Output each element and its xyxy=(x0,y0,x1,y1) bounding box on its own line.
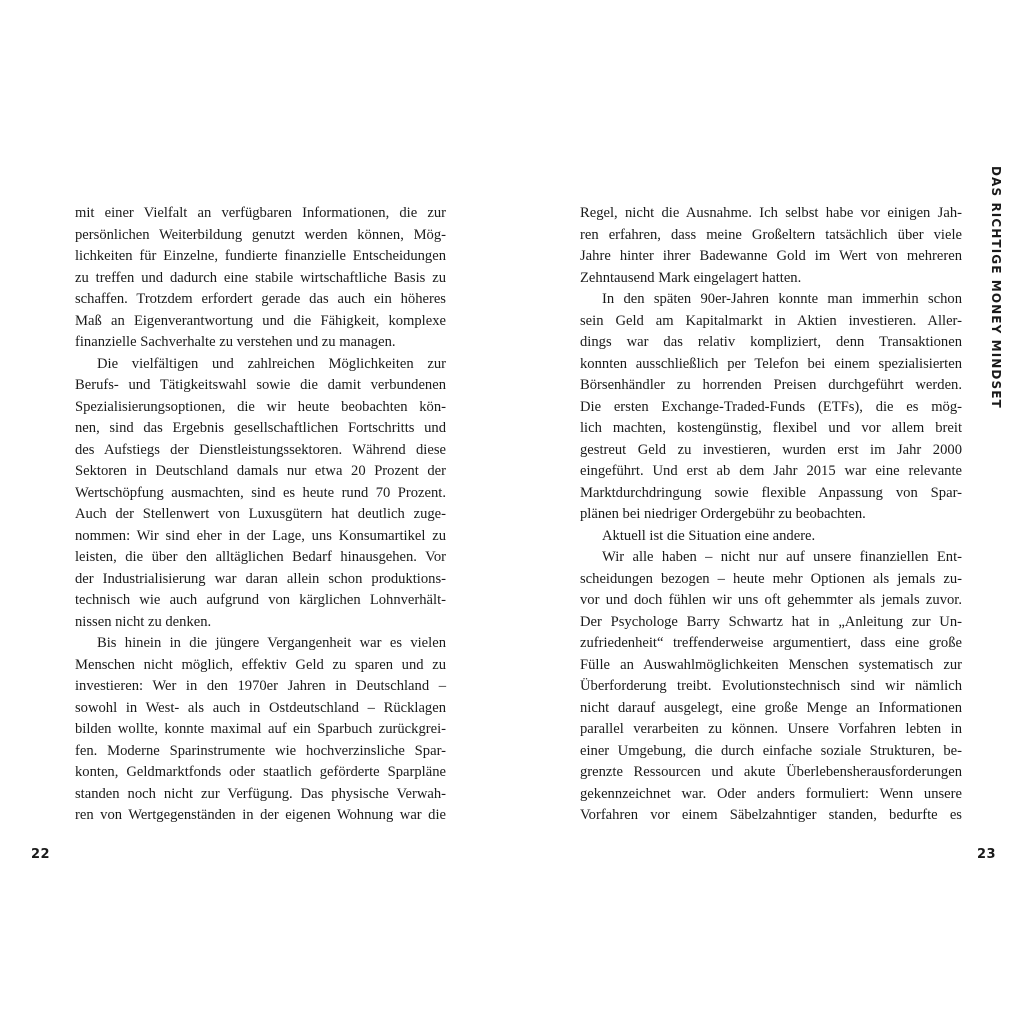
text-line: Maß an Eigenverantwortung und die Fähigkeit, komplexe xyxy=(75,312,446,329)
text-line: zufriedenheit“ treffenderweise argumentiert, dass eine große xyxy=(580,635,962,651)
text-line: nen, sind das Ergebnis gesellschaftlichen Fortschritts und xyxy=(75,420,446,436)
text-line: lich machten, kostengünstig, flexibel und vor allem breit xyxy=(580,420,962,436)
text-line: gekennzeichnet war. Oder anders formuliert: Wenn unsere xyxy=(580,785,962,802)
text-line: nommen: Wir sind eher in der Lage, uns Konsumartikel zu xyxy=(75,527,446,544)
text-line: Zehntausend Mark eingelagert hatten. xyxy=(580,269,802,286)
text-line: Der Psychologe Barry Schwartz hat in „Anleitung zur Un- xyxy=(580,613,962,630)
text-line: parallel verarbeiten zu können. Unsere Vorfahren lebten in xyxy=(580,721,962,737)
text-line: konten, Geldmarktfonds oder staatlich geförderte Sparpläne xyxy=(75,764,446,780)
text-line: mit einer Vielfalt an verfügbaren Informationen, die zur xyxy=(75,205,446,221)
text-line: Menschen nicht möglich, effektiv Geld zu sparen und zu xyxy=(75,656,446,673)
text-line: Bis hinein in die jüngere Vergangenheit war es vielen xyxy=(97,635,446,651)
right-page xyxy=(512,0,1024,1024)
text-line: schaffen. Trotzdem erfordert gerade das auch ein höheres xyxy=(75,291,446,307)
text-line: nissen nicht zu denken. xyxy=(75,613,212,630)
text-line: Berufs- und Tätigkeitswahl sowie die damit verbundenen xyxy=(75,377,446,393)
text-line: persönlichen Weiterbildung genutzt werden können, Mög- xyxy=(75,226,446,243)
text-line: fen. Moderne Sparinstrumente wie hochverzinsliche Spar- xyxy=(75,742,446,759)
text-line: Marktdurchdringung sowie flexible Anpassung von Spar- xyxy=(580,484,962,501)
text-line: Jahre hinter ihrer Badewanne Gold im Wert von mehreren xyxy=(580,248,962,264)
text-line: der Industrialisierung war daran allein schon produktions- xyxy=(75,570,446,587)
left-page-body-text xyxy=(75,203,446,827)
text-line: Wertschöpfung ausmachten, sind es heute rund 70 Prozent. xyxy=(75,484,446,501)
text-line: scheidungen bezogen – heute mehr Optionen als jemals zu- xyxy=(580,570,962,587)
text-line: Börsenhändler zu horrenden Preisen durchgeführt werden. xyxy=(580,377,962,393)
text-line: Fülle an Auswahlmöglichkeiten Menschen systematisch zur xyxy=(580,656,962,673)
text-line: standen noch nicht zur Verfügung. Das physische Verwah- xyxy=(75,785,446,802)
text-line: Regel, nicht die Ausnahme. Ich selbst habe vor einigen Jah- xyxy=(580,205,962,221)
text-line: sein Geld am Kapitalmarkt in Aktien investieren. Aller- xyxy=(580,312,962,329)
text-line: leisten, die über den alltäglichen Bedarf hinausgehen. Vor xyxy=(75,549,446,565)
text-line: des Aufstiegs der Dienstleistungssektoren. Während diese xyxy=(75,441,446,458)
text-line: Die vielfältigen und zahlreichen Möglichkeiten zur xyxy=(97,355,446,372)
text-line: bilden wollte, konnte maximal auf ein Sparbuch zurückgrei- xyxy=(75,721,446,737)
text-line: technisch wie auch aufgrund von kärglichen Lohnverhält- xyxy=(75,592,446,608)
text-line: nicht darauf ausgelegt, eine große Menge an Informationen xyxy=(580,699,962,716)
text-line: finanzielle Sachverhalte zu verstehen und zu managen. xyxy=(75,334,396,350)
text-line: investieren: Wer in den 1970er Jahren in Deutschland – xyxy=(75,678,446,694)
text-line: sowohl in West- als auch in Ostdeutschland – Rücklagen xyxy=(75,699,446,716)
text-line: Spezialisierungsoptionen, die wir heute beobachten kön- xyxy=(75,398,446,415)
text-line: Die ersten Exchange-Traded-Funds (ETFs), die es mög- xyxy=(580,398,962,415)
text-line: gestreut Geld zu investieren, wurden erst im Jahr 2000 xyxy=(580,441,962,458)
running-head: DAS RICHTIGE MONEY MINDSET xyxy=(989,166,1003,409)
text-line: lichkeiten für Einzelne, fundierte finanzielle Entscheidungen xyxy=(75,248,446,264)
right-page-body-text xyxy=(580,203,962,827)
text-line: vor und doch fühlen wir uns oft gehemmter als jemals zuvor. xyxy=(580,592,962,608)
text-line: konnten ausschließlich per Telefon bei einem spezialisierten xyxy=(580,355,962,372)
text-line: Vorfahren vor einem Säbelzahntiger standen, bedurfte es xyxy=(580,807,962,823)
text-line: Auch der Stellenwert von Luxusgütern hat deutlich zuge- xyxy=(75,506,446,522)
text-line: dings war das relativ kompliziert, denn Transaktionen xyxy=(580,334,962,350)
text-line: In den späten 90er-Jahren konnte man immerhin schon xyxy=(602,291,962,307)
left-page-number: 22 xyxy=(31,847,51,862)
text-line: zu treffen und dadurch eine stabile wirtschaftliche Basis zu xyxy=(75,269,446,286)
right-page-number: 23 xyxy=(977,847,997,862)
text-line: eingeführt. Und erst ab dem Jahr 2015 war eine relevante xyxy=(580,463,962,479)
text-line: grenzte Ressourcen und akute Überlebensherausforderungen xyxy=(580,764,962,780)
text-line: Sektoren in Deutschland damals nur etwa 20 Prozent der xyxy=(75,463,446,479)
text-line: Wir alle haben – nicht nur auf unsere finanziellen Ent- xyxy=(602,549,962,565)
text-line: plänen bei niedriger Ordergebühr zu beobachten. xyxy=(580,506,866,522)
text-line: einer Umgebung, die durch einfache soziale Strukturen, be- xyxy=(580,742,962,759)
text-line: ren von Wertgegenständen in der eigenen Wohnung war die xyxy=(75,807,446,823)
text-line: Überforderung treibt. Evolutionstechnisch sind wir nämlich xyxy=(580,678,962,694)
text-line: ren erfahren, dass meine Großeltern tatsächlich über viele xyxy=(580,226,962,243)
text-line: Aktuell ist die Situation eine andere. xyxy=(602,527,816,544)
